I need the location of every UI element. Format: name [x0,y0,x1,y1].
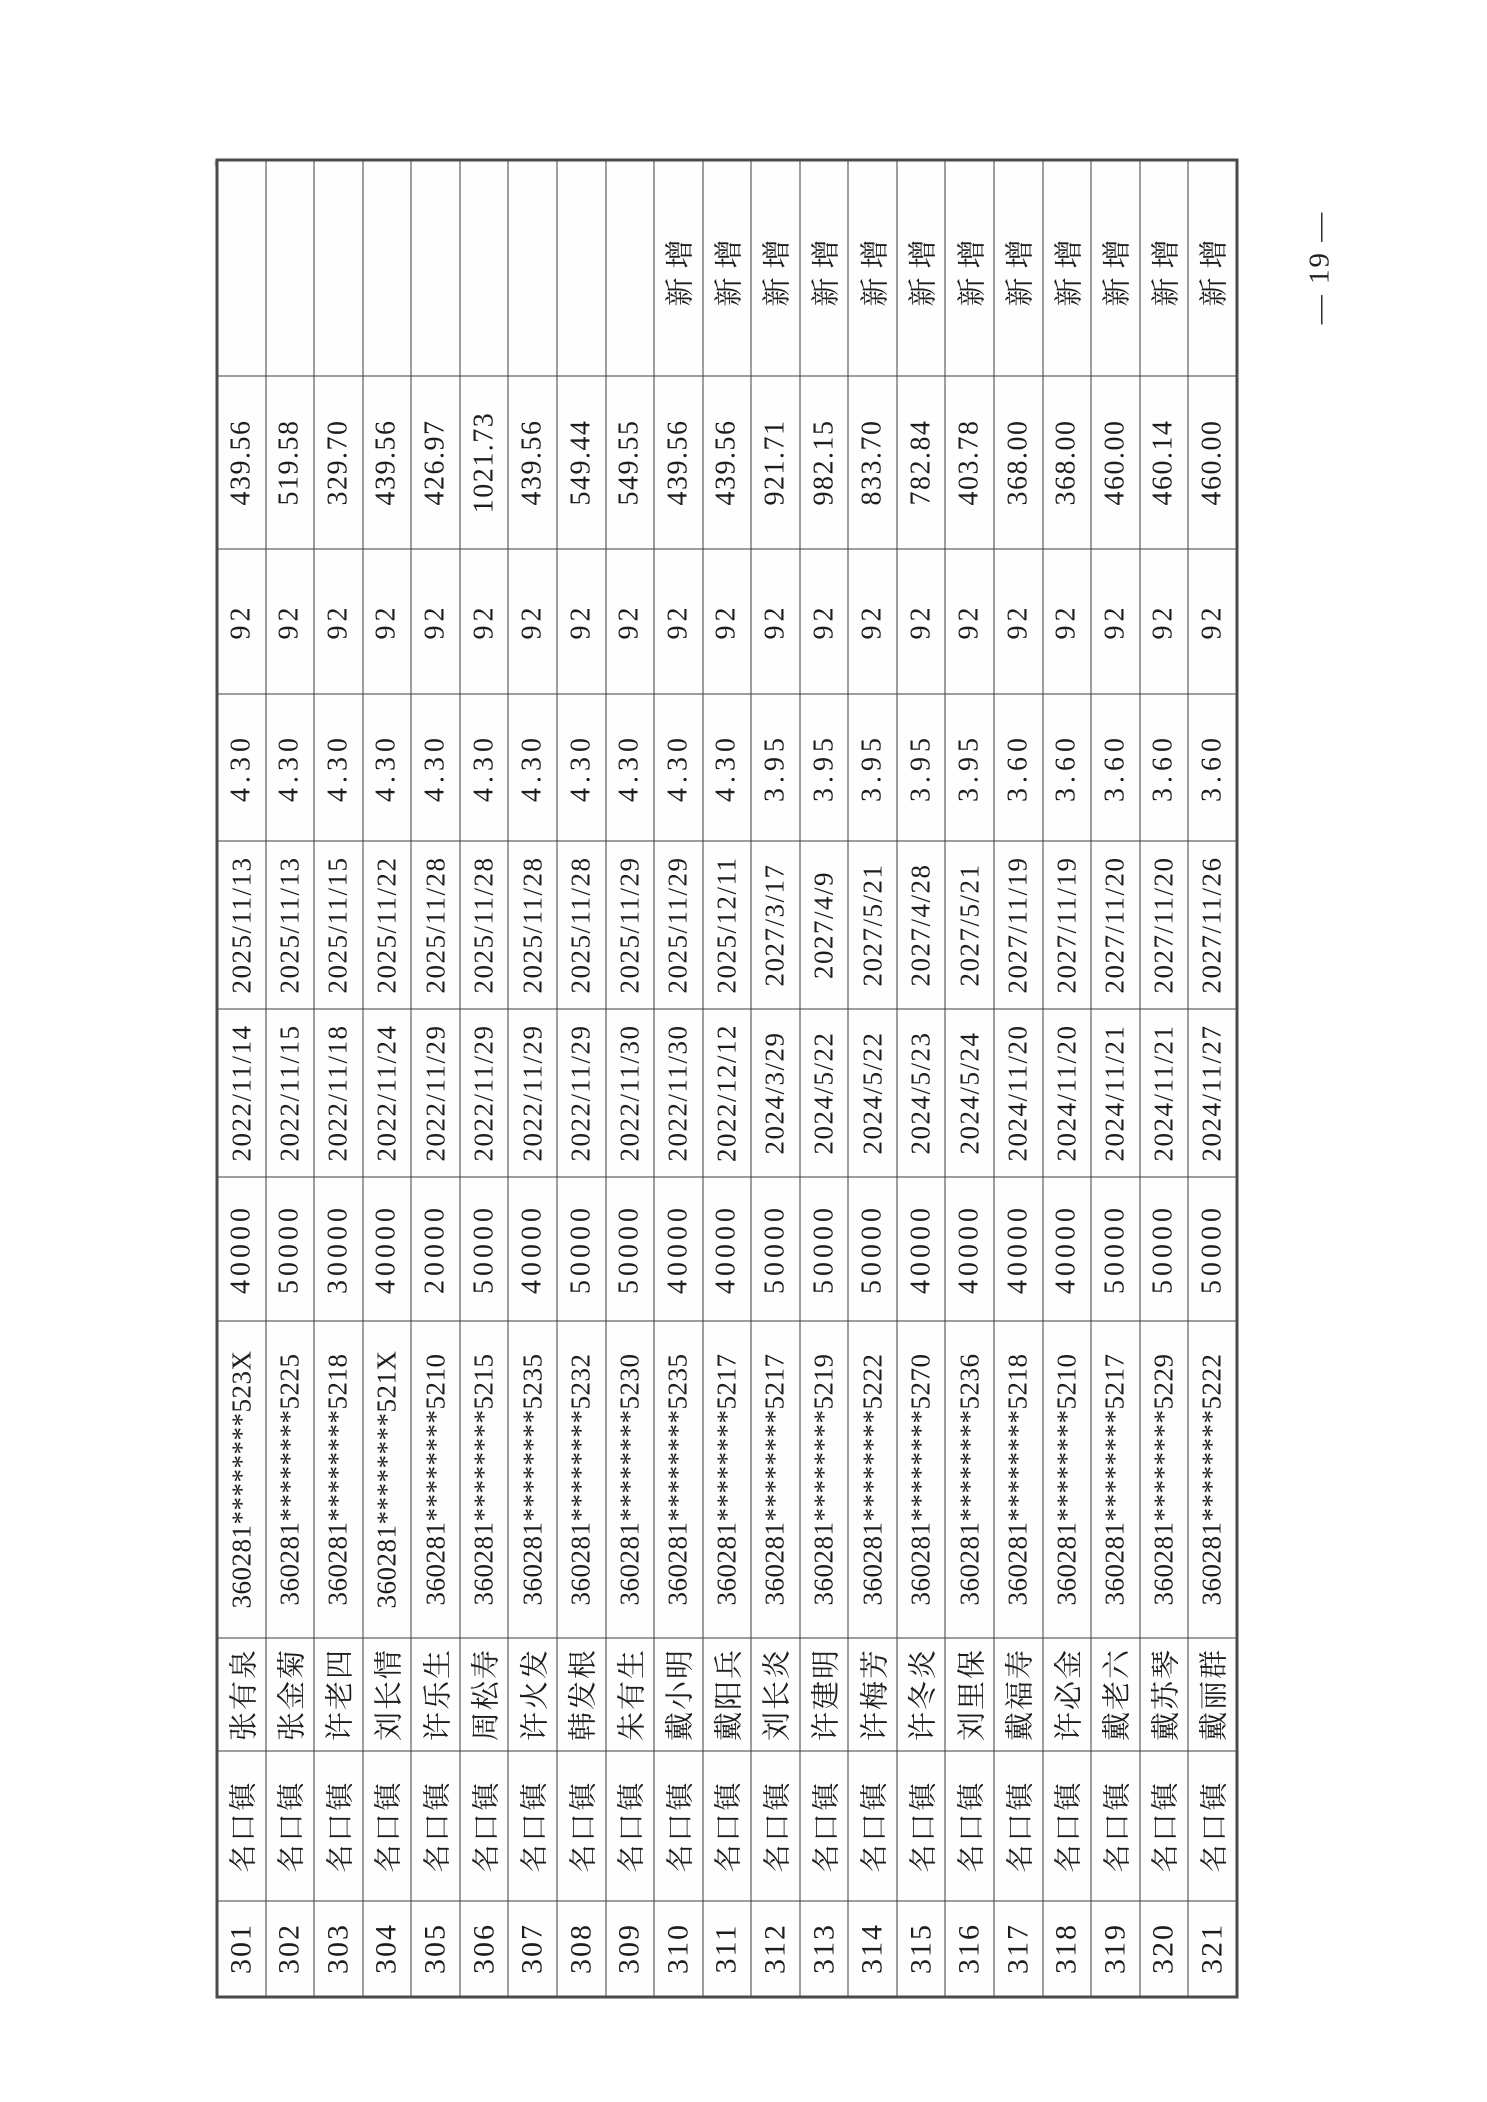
town-cell: 名口镇 [994,1751,1043,1901]
table-row [654,160,703,1997]
term-value: 92 [605,549,654,694]
start-date: 2024/3/29 [751,1009,800,1177]
end-date: 2027/11/20 [1139,841,1188,1009]
interest-amount: 1021.73 [459,376,508,549]
table-row [265,160,314,1997]
person-name: 戴阳兵 [702,1638,751,1751]
interest-rate: 3.95 [896,694,945,841]
interest-rate: 4.30 [265,694,314,841]
principal-amount: 40000 [896,1177,945,1321]
term-value: 92 [508,549,557,694]
table-row [362,160,411,1997]
table-row [217,160,266,1997]
table-row [508,160,557,1997]
interest-rate: 3.95 [848,694,897,841]
remark: 新增 [1188,160,1237,376]
id-number: 360281********5222 [1188,1321,1237,1638]
interest-amount: 439.56 [362,376,411,549]
principal-amount: 40000 [217,1177,266,1321]
start-date: 2022/11/29 [411,1009,460,1177]
term-value: 92 [314,549,363,694]
interest-amount: 549.44 [556,376,605,549]
id-number: 360281********5232 [556,1321,605,1638]
person-name: 戴苏琴 [1139,1638,1188,1751]
town-cell: 名口镇 [702,1751,751,1901]
end-date: 2027/11/20 [1091,841,1140,1009]
interest-amount: 549.55 [605,376,654,549]
id-number: 360281********5219 [799,1321,848,1638]
row-no: 310 [654,1901,703,1997]
start-date: 2022/11/15 [265,1009,314,1177]
start-date: 2022/12/12 [702,1009,751,1177]
person-name: 戴福寿 [994,1638,1043,1751]
person-name: 张金菊 [265,1638,314,1751]
term-value: 92 [848,549,897,694]
id-number: 360281********5225 [265,1321,314,1638]
principal-amount: 50000 [799,1177,848,1321]
person-name: 许梅芳 [848,1638,897,1751]
row-no: 308 [556,1901,605,1997]
row-no: 303 [314,1901,363,1997]
end-date: 2025/11/28 [508,841,557,1009]
town-cell: 名口镇 [217,1751,266,1901]
end-date: 2027/11/26 [1188,841,1237,1009]
remark: 新增 [848,160,897,376]
id-number: 360281********5270 [896,1321,945,1638]
term-value: 92 [702,549,751,694]
interest-rate: 4.30 [459,694,508,841]
start-date: 2024/5/24 [945,1009,994,1177]
principal-amount: 40000 [702,1177,751,1321]
table-row [1188,160,1237,1997]
term-value: 92 [217,549,266,694]
interest-rate: 3.60 [1091,694,1140,841]
row-no: 311 [702,1901,751,1997]
table-body [217,160,1237,1997]
row-no: 304 [362,1901,411,1997]
start-date: 2024/5/23 [896,1009,945,1177]
id-number: 360281********521X [362,1321,411,1638]
term-value: 92 [459,549,508,694]
principal-amount: 50000 [605,1177,654,1321]
start-date: 2024/5/22 [799,1009,848,1177]
interest-amount: 782.84 [896,376,945,549]
remark: 新增 [994,160,1043,376]
person-name: 戴丽群 [1188,1638,1237,1751]
row-no: 320 [1139,1901,1188,1997]
term-value: 92 [1188,549,1237,694]
principal-amount: 50000 [556,1177,605,1321]
person-name: 刘长情 [362,1638,411,1751]
id-number: 360281********5235 [508,1321,557,1638]
principal-amount: 50000 [1188,1177,1237,1321]
table-row [994,160,1043,1997]
town-cell: 名口镇 [556,1751,605,1901]
remark [362,160,411,376]
id-number: 360281********5229 [1139,1321,1188,1638]
principal-amount: 30000 [314,1177,363,1321]
remark: 新增 [654,160,703,376]
row-no: 305 [411,1901,460,1997]
principal-amount: 50000 [751,1177,800,1321]
town-cell: 名口镇 [459,1751,508,1901]
remark [556,160,605,376]
table-row [556,160,605,1997]
principal-amount: 40000 [654,1177,703,1321]
town-cell: 名口镇 [896,1751,945,1901]
remark: 新增 [945,160,994,376]
end-date: 2025/11/13 [217,841,266,1009]
start-date: 2024/5/22 [848,1009,897,1177]
id-number: 360281********5215 [459,1321,508,1638]
id-number: 360281********5210 [411,1321,460,1638]
person-name: 许乐生 [411,1638,460,1751]
interest-rate: 4.30 [411,694,460,841]
interest-rate: 3.95 [799,694,848,841]
person-name: 许火发 [508,1638,557,1751]
interest-rate: 3.95 [751,694,800,841]
interest-rate: 3.95 [945,694,994,841]
records-table [215,158,1238,1998]
id-number: 360281********5217 [1091,1321,1140,1638]
remark: 新增 [702,160,751,376]
start-date: 2024/11/20 [1042,1009,1091,1177]
row-no: 301 [217,1901,266,1997]
id-number: 360281********5217 [751,1321,800,1638]
interest-amount: 368.00 [1042,376,1091,549]
page-number: — 19 — [1303,210,1335,324]
start-date: 2022/11/30 [605,1009,654,1177]
table-row [314,160,363,1997]
row-no: 312 [751,1901,800,1997]
principal-amount: 50000 [848,1177,897,1321]
person-name: 许必金 [1042,1638,1091,1751]
id-number: 360281********5235 [654,1321,703,1638]
term-value: 92 [1091,549,1140,694]
table-row [848,160,897,1997]
start-date: 2022/11/30 [654,1009,703,1177]
id-number: 360281********5210 [1042,1321,1091,1638]
end-date: 2027/11/19 [1042,841,1091,1009]
term-value: 92 [654,549,703,694]
town-cell: 名口镇 [1188,1751,1237,1901]
row-no: 314 [848,1901,897,1997]
end-date: 2025/11/13 [265,841,314,1009]
town-cell: 名口镇 [848,1751,897,1901]
remark: 新增 [1139,160,1188,376]
row-no: 316 [945,1901,994,1997]
interest-rate: 3.60 [1042,694,1091,841]
start-date: 2022/11/14 [217,1009,266,1177]
interest-amount: 460.00 [1091,376,1140,549]
table-row [1091,160,1140,1997]
end-date: 2027/5/21 [848,841,897,1009]
start-date: 2024/11/27 [1188,1009,1237,1177]
interest-amount: 460.00 [1188,376,1237,549]
principal-amount: 40000 [945,1177,994,1321]
row-no: 315 [896,1901,945,1997]
table-row [702,160,751,1997]
town-cell: 名口镇 [751,1751,800,1901]
interest-rate: 4.30 [508,694,557,841]
town-cell: 名口镇 [1091,1751,1140,1901]
row-no: 317 [994,1901,1043,1997]
term-value: 92 [751,549,800,694]
interest-amount: 426.97 [411,376,460,549]
end-date: 2027/4/28 [896,841,945,1009]
town-cell: 名口镇 [362,1751,411,1901]
town-cell: 名口镇 [1139,1751,1188,1901]
interest-rate: 4.30 [362,694,411,841]
table-row [605,160,654,1997]
interest-rate: 4.30 [605,694,654,841]
remark [265,160,314,376]
table-row [896,160,945,1997]
remark [459,160,508,376]
town-cell: 名口镇 [1042,1751,1091,1901]
remark [217,160,266,376]
principal-amount: 40000 [362,1177,411,1321]
start-date: 2024/11/21 [1139,1009,1188,1177]
end-date: 2025/11/28 [556,841,605,1009]
end-date: 2027/4/9 [799,841,848,1009]
start-date: 2022/11/29 [508,1009,557,1177]
id-number: 360281********523X [217,1321,266,1638]
principal-amount: 50000 [1139,1177,1188,1321]
person-name: 刘长炎 [751,1638,800,1751]
end-date: 2027/5/21 [945,841,994,1009]
interest-amount: 833.70 [848,376,897,549]
id-number: 360281********5222 [848,1321,897,1638]
remark [411,160,460,376]
person-name: 韩发根 [556,1638,605,1751]
end-date: 2027/11/19 [994,841,1043,1009]
interest-amount: 439.56 [654,376,703,549]
remark [508,160,557,376]
interest-amount: 439.56 [508,376,557,549]
end-date: 2025/11/28 [459,841,508,1009]
principal-amount: 20000 [411,1177,460,1321]
town-cell: 名口镇 [945,1751,994,1901]
person-name: 许建明 [799,1638,848,1751]
principal-amount: 40000 [994,1177,1043,1321]
term-value: 92 [896,549,945,694]
person-name: 张有泉 [217,1638,266,1751]
remark [605,160,654,376]
interest-amount: 368.00 [994,376,1043,549]
interest-rate: 4.30 [314,694,363,841]
row-no: 306 [459,1901,508,1997]
principal-amount: 50000 [459,1177,508,1321]
interest-amount: 921.71 [751,376,800,549]
term-value: 92 [945,549,994,694]
town-cell: 名口镇 [799,1751,848,1901]
interest-rate: 4.30 [702,694,751,841]
person-name: 戴老六 [1091,1638,1140,1751]
row-no: 319 [1091,1901,1140,1997]
town-cell: 名口镇 [411,1751,460,1901]
town-cell: 名口镇 [654,1751,703,1901]
table-row [1139,160,1188,1997]
table-row [459,160,508,1997]
id-number: 360281********5218 [994,1321,1043,1638]
table-row [945,160,994,1997]
interest-amount: 519.58 [265,376,314,549]
end-date: 2025/11/29 [654,841,703,1009]
term-value: 92 [265,549,314,694]
start-date: 2022/11/29 [556,1009,605,1177]
person-name: 朱有生 [605,1638,654,1751]
id-number: 360281********5230 [605,1321,654,1638]
end-date: 2025/12/11 [702,841,751,1009]
term-value: 92 [1139,549,1188,694]
start-date: 2022/11/29 [459,1009,508,1177]
row-no: 318 [1042,1901,1091,1997]
term-value: 92 [362,549,411,694]
town-cell: 名口镇 [605,1751,654,1901]
start-date: 2024/11/21 [1091,1009,1140,1177]
row-no: 307 [508,1901,557,1997]
principal-amount: 40000 [508,1177,557,1321]
interest-amount: 329.70 [314,376,363,549]
end-date: 2025/11/22 [362,841,411,1009]
person-name: 戴小明 [654,1638,703,1751]
term-value: 92 [799,549,848,694]
remark: 新增 [799,160,848,376]
remark: 新增 [1042,160,1091,376]
remark: 新增 [896,160,945,376]
principal-amount: 40000 [1042,1177,1091,1321]
interest-rate: 4.30 [654,694,703,841]
person-name: 周松寿 [459,1638,508,1751]
table-row [1042,160,1091,1997]
table-row [799,160,848,1997]
term-value: 92 [411,549,460,694]
remark: 新增 [751,160,800,376]
id-number: 360281********5236 [945,1321,994,1638]
row-no: 309 [605,1901,654,1997]
row-no: 302 [265,1901,314,1997]
interest-amount: 403.78 [945,376,994,549]
term-value: 92 [994,549,1043,694]
town-cell: 名口镇 [265,1751,314,1901]
start-date: 2024/11/20 [994,1009,1043,1177]
remark: 新增 [1091,160,1140,376]
id-number: 360281********5217 [702,1321,751,1638]
interest-rate: 4.30 [556,694,605,841]
end-date: 2025/11/15 [314,841,363,1009]
term-value: 92 [1042,549,1091,694]
principal-amount: 50000 [265,1177,314,1321]
end-date: 2025/11/28 [411,841,460,1009]
interest-amount: 439.56 [217,376,266,549]
table-row [411,160,460,1997]
end-date: 2027/3/17 [751,841,800,1009]
term-value: 92 [556,549,605,694]
person-name: 许冬炎 [896,1638,945,1751]
row-no: 313 [799,1901,848,1997]
table-row [751,160,800,1997]
interest-amount: 460.14 [1139,376,1188,549]
interest-amount: 439.56 [702,376,751,549]
principal-amount: 50000 [1091,1177,1140,1321]
interest-rate: 3.60 [1139,694,1188,841]
start-date: 2022/11/18 [314,1009,363,1177]
interest-rate: 3.60 [994,694,1043,841]
interest-rate: 3.60 [1188,694,1237,841]
interest-rate: 4.30 [217,694,266,841]
person-name: 许老四 [314,1638,363,1751]
town-cell: 名口镇 [508,1751,557,1901]
start-date: 2022/11/24 [362,1009,411,1177]
person-name: 刘里保 [945,1638,994,1751]
town-cell: 名口镇 [314,1751,363,1901]
id-number: 360281********5218 [314,1321,363,1638]
row-no: 321 [1188,1901,1237,1997]
remark [314,160,363,376]
end-date: 2025/11/29 [605,841,654,1009]
interest-amount: 982.15 [799,376,848,549]
